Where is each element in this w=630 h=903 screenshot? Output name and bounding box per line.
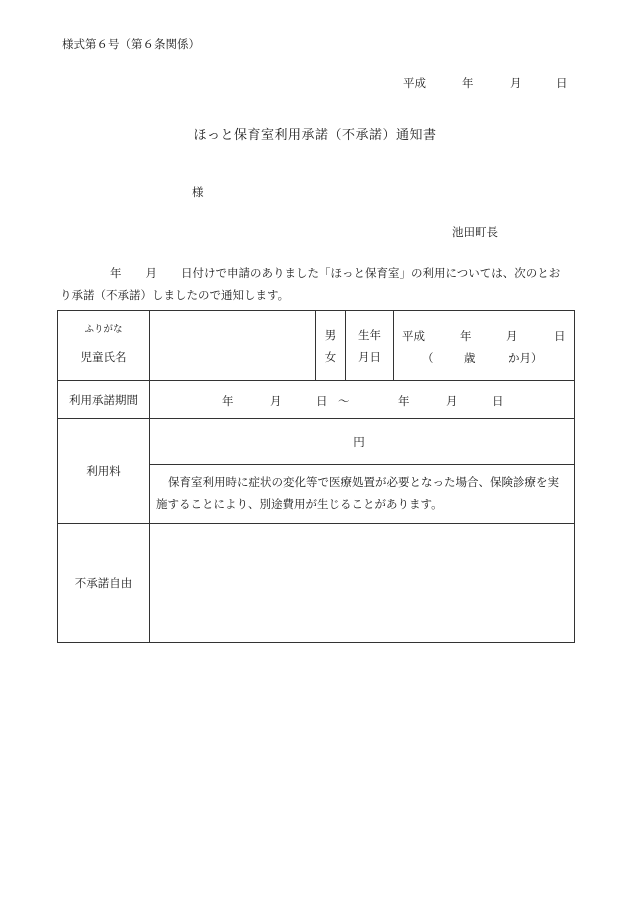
notice-table (57, 310, 575, 643)
date-era: 平成 (403, 76, 426, 90)
addressee-suffix: 様 (192, 185, 204, 199)
age-years: 歳 (464, 350, 476, 365)
child-name-field[interactable] (150, 311, 316, 381)
date-month-unit: 月 (510, 76, 522, 90)
sex-female: 女 (324, 349, 337, 364)
notice-line-2: り承諾（不承諾）しましたので通知します。 (60, 288, 290, 302)
date-day-unit: 日 (556, 76, 568, 90)
rejection-label: 不承諾自由 (58, 524, 150, 643)
period-start-year: 年 (222, 393, 234, 408)
fee-note: 保育室利用時に症状の変化等で医療処置が必要となった場合、保険診療を実施することにより、別途費用が生じることがあります。 (150, 465, 575, 524)
notice-line-1 (60, 262, 576, 284)
date-year-unit: 年 (462, 76, 474, 90)
dob-label-bottom: 月日 (358, 349, 381, 364)
age-months: か月） (508, 350, 543, 365)
fee-amount-field[interactable] (150, 419, 575, 465)
body-year: 年 (110, 266, 122, 280)
dob-day: 日 (554, 328, 566, 343)
form-number: 様式第６号（第６条関係） (62, 37, 200, 51)
child-name-label-cell (58, 311, 150, 381)
period-field[interactable] (150, 381, 575, 419)
furigana-label: ふりがな (84, 323, 123, 335)
rejection-field[interactable] (150, 524, 575, 643)
rejection-row (58, 524, 575, 643)
fee-label: 利用料 (58, 419, 150, 524)
period-start-month: 月 (270, 393, 282, 408)
age-open: （ (422, 350, 434, 365)
dob-year: 年 (460, 328, 472, 343)
period-end-day: 日 (492, 393, 504, 408)
period-label: 利用承諾期間 (58, 381, 150, 419)
child-name-label: 児童氏名 (80, 349, 127, 364)
period-row (58, 381, 575, 419)
period-start-day: 日 (316, 393, 328, 408)
notice-body (60, 262, 576, 306)
dob-month: 月 (506, 328, 518, 343)
dob-era: 平成 (402, 328, 425, 343)
dob-label-cell (346, 311, 394, 381)
issuer-name: 池田町長 (452, 225, 498, 239)
body-month: 月 (145, 266, 157, 280)
child-row (58, 311, 575, 381)
fee-row (58, 419, 575, 465)
sex-cell[interactable] (316, 311, 346, 381)
period-end-year: 年 (398, 393, 410, 408)
sex-male: 男 (324, 327, 337, 342)
fee-unit: 円 (353, 434, 365, 449)
period-tilde: ～ (338, 393, 350, 408)
document-title: ほっと保育室利用承諾（不承諾）通知書 (193, 128, 437, 143)
dob-field[interactable] (394, 311, 575, 381)
body-line1-rest: 日付けで申請のありました「ほっと保育室」の利用については、次のとお (181, 266, 561, 280)
dob-label-top: 生年 (358, 327, 381, 342)
period-end-month: 月 (446, 393, 458, 408)
